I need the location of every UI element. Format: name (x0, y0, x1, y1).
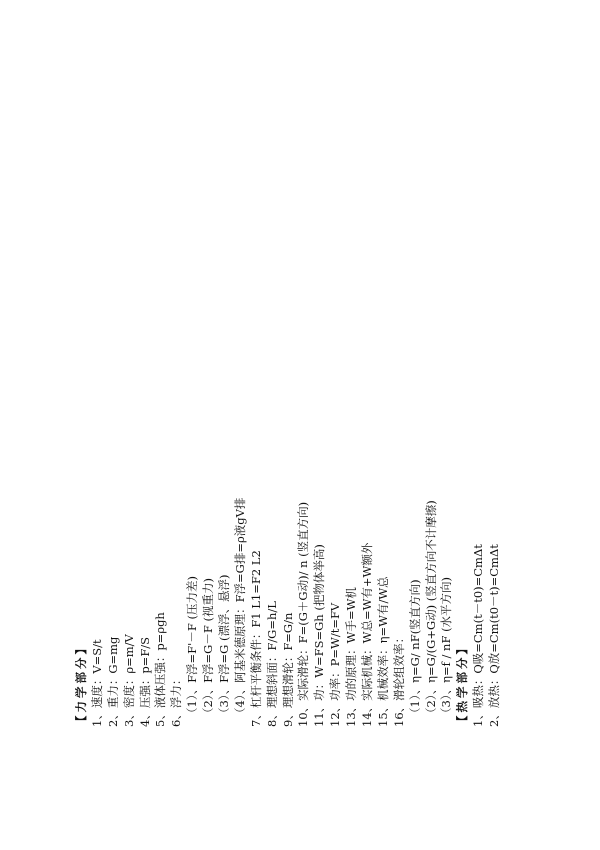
formula-subitem: （2）、η=G/(G+G动) (竖直方向不计摩擦) (423, 500, 438, 719)
formula-list (74, 427, 503, 727)
formula-item: 15、机械效率：η=W有/W总 (375, 576, 390, 727)
formula-item: 16、滑轮组效率： (391, 631, 406, 727)
formula-item: 11、功：W=FS=Gh (把物体举高) (312, 544, 327, 727)
formula-subitem: （1）、η=G/ nF(竖直方向) (407, 579, 422, 719)
formula-item: 2、重力：G=mg (105, 636, 120, 727)
formula-item: 1、吸热：Q吸=Cm(t－t0)=CmΔt (471, 544, 486, 727)
formula-item: 12、功率：P=W/t=FV (328, 602, 343, 727)
formula-subitem: （4）、阿基米德原理：F浮=G排=ρ液gV排 (232, 497, 247, 719)
formula-item: 13、功的原理：W手=W机 (344, 587, 359, 727)
section-heading: 【热学部分】 (455, 640, 470, 727)
formula-item: 9、理想滑轮：F=G/n (280, 612, 295, 727)
formula-subitem: （2）、F浮=G－F (视重力) (201, 578, 216, 719)
formula-subitem: （1）、F浮=F'－F (压力差) (185, 576, 200, 719)
formula-item: 14、实际机械：W总=W有+W额外 (360, 542, 375, 727)
formula-item: 6、浮力： (169, 673, 184, 727)
formula-item: 1、速度：V=S/t (89, 639, 104, 727)
formula-item: 3、密度：ρ=m/V (121, 634, 136, 727)
formula-subitem: （3）、η=f / nF (水平方向) (439, 576, 454, 719)
formula-subitem: （3）、F浮=G (漂浮、悬浮) (217, 574, 232, 719)
formula-item: 7、杠杆平衡条件：F1 L1=F2 L2 (248, 550, 263, 727)
formula-item: 4、压强：p=F/S (137, 636, 152, 727)
formula-item: 8、理想斜面：F/G=h/L (264, 601, 279, 727)
formula-item: 2、放热：Q放=Cm(t0－t)=CmΔt (487, 544, 502, 727)
formula-item: 10、实际滑轮：F=(G＋G动)/ n (竖直方向) (296, 501, 311, 727)
section-heading: 【力学部分】 (74, 640, 88, 727)
formula-item: 5、液体压强：p=ρgh (153, 612, 168, 727)
